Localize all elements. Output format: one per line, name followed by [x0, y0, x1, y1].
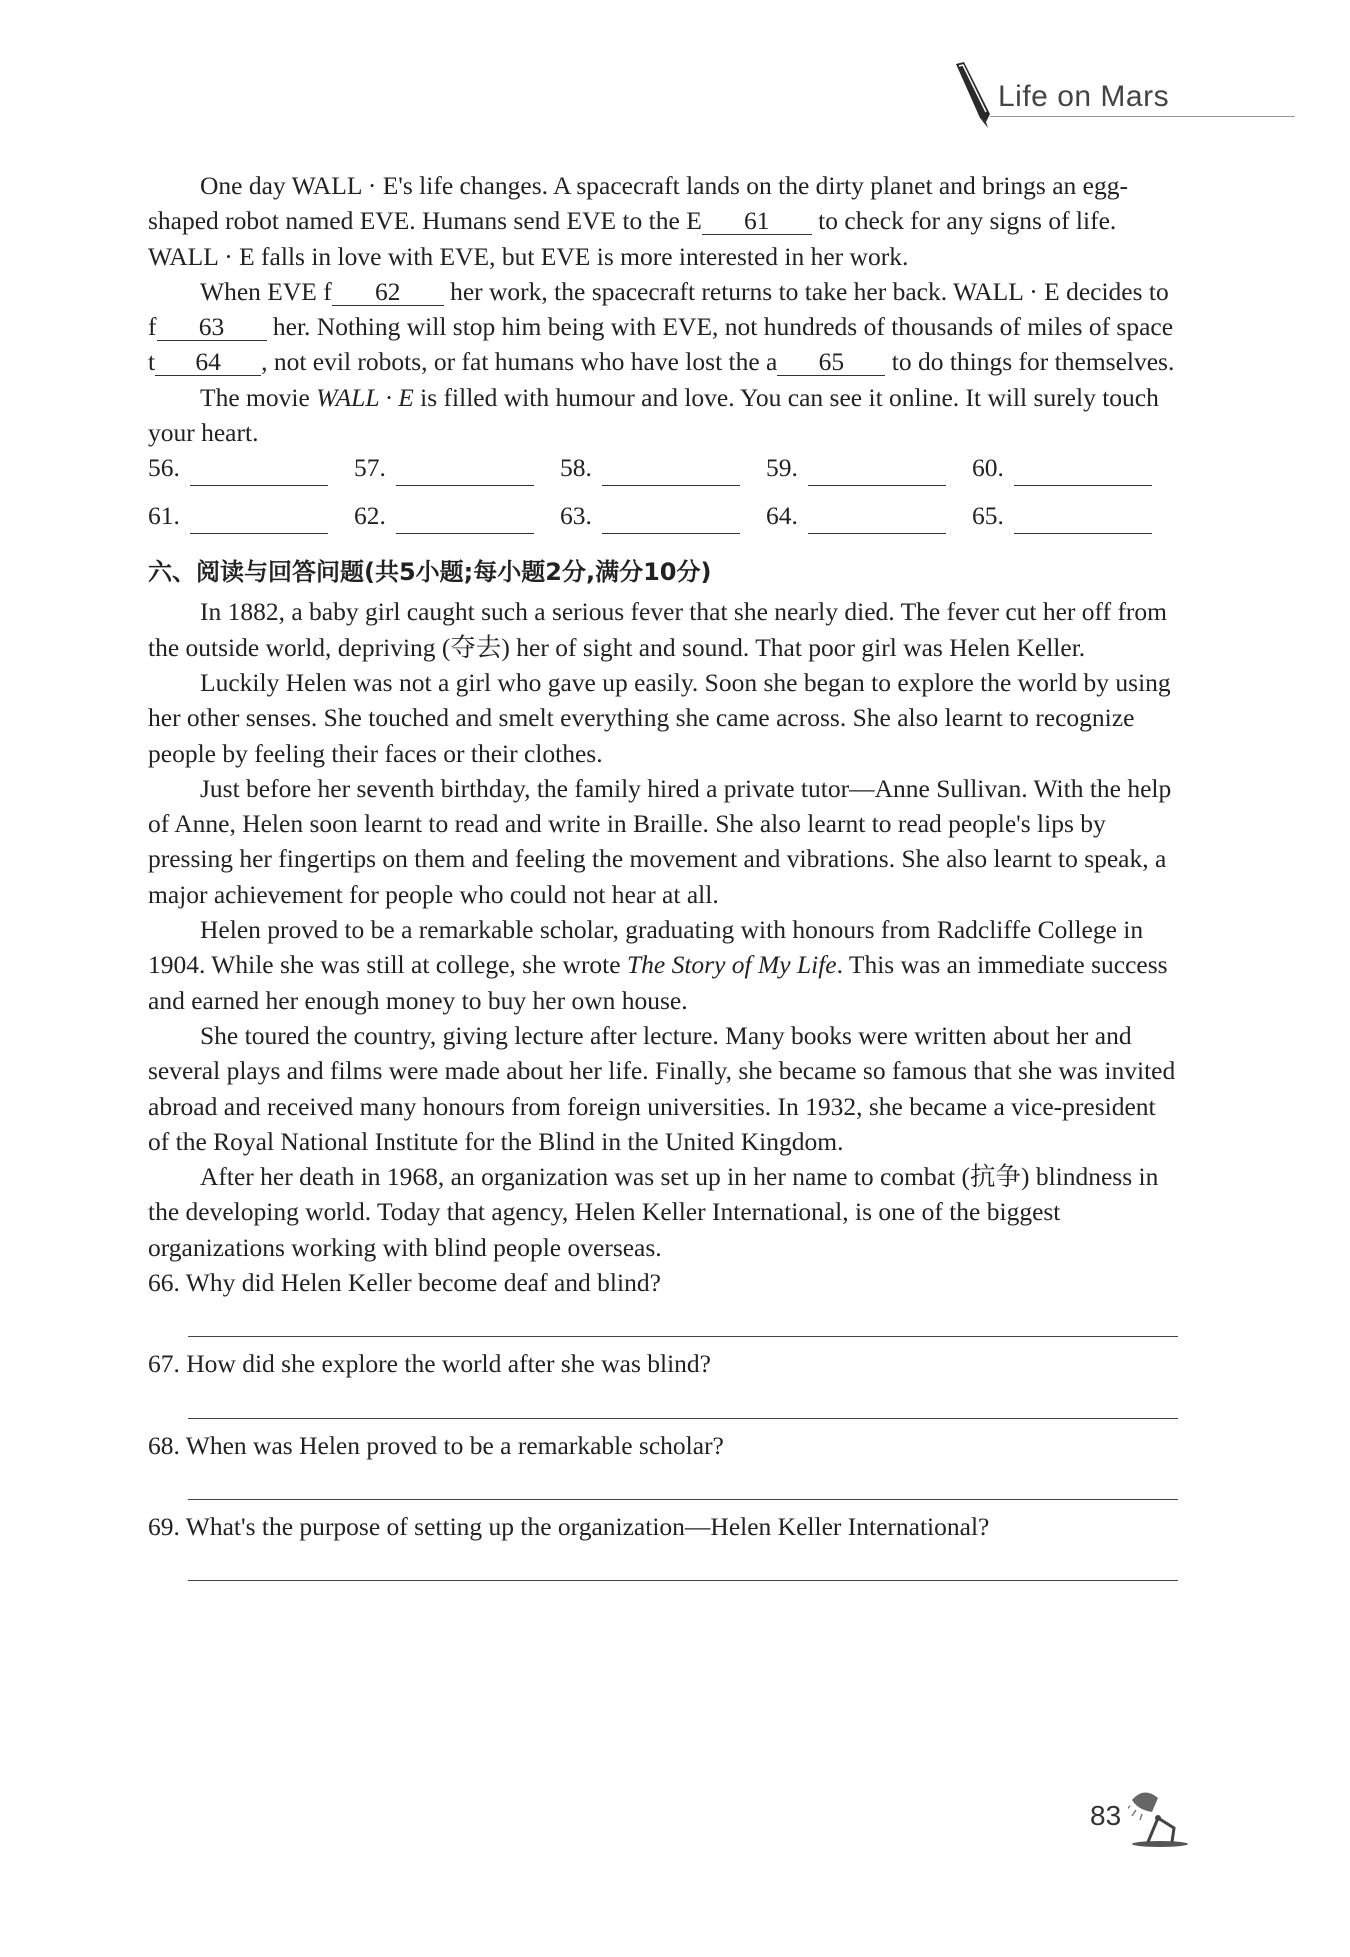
- answer-blank-65[interactable]: [1014, 507, 1152, 534]
- answer-label: 65.: [972, 501, 1004, 531]
- answer-label: 57.: [354, 453, 386, 483]
- book-title: The Story of My Life: [626, 950, 837, 980]
- answer-label: 62.: [354, 501, 386, 531]
- content: [148, 168, 1178, 1590]
- question-66: 66. Why did Helen Keller become deaf and blind?: [148, 1268, 661, 1298]
- answer-blank-57[interactable]: [396, 459, 534, 486]
- page-header: [950, 62, 1350, 132]
- answer-line-66[interactable]: [188, 1300, 1178, 1337]
- passage2-paragraph-1: In 1882, a baby girl caught such a serious fever that she nearly died. The fever cut her off from the outside world, depriving (夺去) her of sight and sound. That poor girl was Helen Keller.: [148, 597, 1168, 662]
- question-67: 67. How did she explore the world after she was blind?: [148, 1349, 711, 1379]
- blank-63: 63: [157, 313, 267, 341]
- answer-blank-61[interactable]: [190, 507, 328, 534]
- blank-61: 61: [702, 207, 812, 235]
- passage2-paragraph-2: Luckily Helen was not a girl who gave up easily. Soon she began to explore the world by using her other senses. She touched and smelt everything she came across. She also learnt to recognize people by feeling their faces or their clothes.: [148, 667, 1171, 768]
- question-69: 69. What's the purpose of setting up the organization—Helen Keller International?: [148, 1511, 990, 1541]
- pen-icon: [950, 62, 996, 128]
- answer-line-69[interactable]: [188, 1544, 1178, 1581]
- blank-62: 62: [332, 278, 444, 306]
- answer-line-68[interactable]: [188, 1463, 1178, 1500]
- answer-blank-58[interactable]: [602, 459, 740, 486]
- answer-label: 60.: [972, 453, 1004, 483]
- page-number: 83: [1090, 1800, 1122, 1831]
- desk-lamp-icon: [1128, 1788, 1192, 1848]
- passage2-paragraph-3: Just before her seventh birthday, the family hired a private tutor—Anne Sullivan. With the help of Anne, Helen soon learnt to read and write in Braille. She also learnt to read people's lips by pressing her fingertips on them and feeling the movement and vibrations. She also learnt to speak, a major achievement for people who could not hear at all.: [148, 773, 1172, 909]
- question-68: 68. When was Helen proved to be a remarkable scholar?: [148, 1430, 724, 1460]
- answer-line-67[interactable]: [188, 1382, 1178, 1419]
- answer-blank-64[interactable]: [808, 507, 946, 534]
- answer-label: 58.: [560, 453, 592, 483]
- answer-blank-63[interactable]: [602, 507, 740, 534]
- answer-blank-56[interactable]: [190, 459, 328, 486]
- answer-label: 64.: [766, 501, 798, 531]
- answer-row-1: [148, 450, 1178, 498]
- passage1-paragraph-2: When EVE f 62 her work, the spacecraft returns to take her back. WALL · E decides to f 63 her. Nothing will stop him being with EVE, not hundreds of thousands of miles of space t 64 , not evil robots, or fat humans who have lost the a 65 to do things for themselves.: [148, 276, 1175, 377]
- blank-65: 65: [777, 348, 885, 376]
- answer-blank-62[interactable]: [396, 507, 534, 534]
- answer-row-2: [148, 498, 1178, 546]
- answer-label: 61.: [148, 501, 180, 531]
- passage2-paragraph-6: After her death in 1968, an organization was set up in her name to combat (抗争) blindness in the developing world. Today that agency, Helen Keller International, is one of the biggest organizations working with blind people overseas.: [148, 1162, 1159, 1262]
- header-title: Life on Mars: [998, 80, 1170, 113]
- passage1-paragraph-3: The movie WALL · E is filled with humour and love. You can see it online. It will surely touch your heart.: [148, 382, 1159, 448]
- blank-64: 64: [155, 348, 261, 376]
- section-6-title: 六、阅读与回答问题(共5小题;每小题2分,满分10分): [148, 558, 712, 587]
- answer-label: 63.: [560, 501, 592, 531]
- answer-blank-60[interactable]: [1014, 459, 1152, 486]
- passage1-paragraph-1: One day WALL · E's life changes. A spacecraft lands on the dirty planet and brings an egg-shaped robot named EVE. Humans send EVE to the E 61 to check for any signs of life. WALL · E falls in love with EVE, but EVE is more interested in her work.: [148, 171, 1128, 271]
- passage2-paragraph-4: Helen proved to be a remarkable scholar, graduating with honours from Radcliffe College in 1904. While she was still at college, she wrote The Story of My Life. This was an immediate success and earned her enough money to buy her own house.: [148, 915, 1168, 1015]
- movie-title: WALL · E: [316, 382, 414, 412]
- header-rule: [990, 116, 1295, 117]
- passage2-paragraph-5: She toured the country, giving lecture after lecture. Many books were written about her and several plays and films were made about her life. Finally, she became so famous that she was invited abroad and received many honours from foreign universities. In 1932, she became a vice-president of the Royal National Institute for the Blind in the United Kingdom.: [148, 1020, 1176, 1156]
- answer-label: 56.: [148, 453, 180, 483]
- answer-blank-59[interactable]: [808, 459, 946, 486]
- answer-label: 59.: [766, 453, 798, 483]
